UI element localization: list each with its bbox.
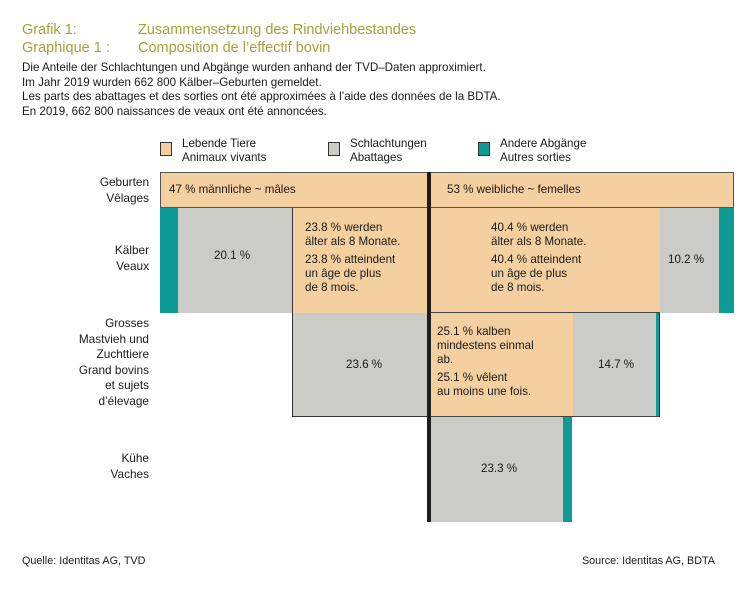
- grown-female-bottom-edge: [431, 416, 660, 417]
- row-label-line: Grosses: [105, 316, 149, 330]
- row-label-line: et sujets: [105, 378, 149, 392]
- row-label-line: d’élevage: [98, 393, 149, 408]
- calves-male-live-label: [305, 221, 400, 295]
- label-line: 40.4 % atteindent: [491, 253, 582, 266]
- legend-label-live: [182, 137, 266, 165]
- label-line: 25.1 % vêlent: [437, 371, 508, 384]
- calves-female-slaughter-label: 10.2 %: [668, 253, 705, 266]
- row-label-line: Grand bovins: [78, 362, 149, 377]
- legend-label-de: Lebende Tiere: [182, 137, 257, 150]
- description-line: Im Jahr 2019 wurden 662 800 Kälber–Geburten gemeldet.: [22, 75, 322, 89]
- label-line: au moins une fois.: [437, 385, 532, 398]
- chart-title-fr-text: Composition de l’effectif bovin: [138, 40, 331, 56]
- description: [22, 61, 501, 119]
- calves-female-other-bar: [719, 208, 734, 313]
- label-line: mindestens einmal: [437, 339, 534, 352]
- row-label-cows: [111, 451, 149, 482]
- label-line: un âge de plus: [305, 267, 382, 280]
- row-label-line: Mastvieh und: [78, 331, 149, 346]
- label-line: de 8 mois.: [305, 281, 359, 294]
- label-line: älter als 8 Monate.: [491, 235, 587, 248]
- cows-other-bar: [563, 416, 572, 522]
- row-label-line: Geburten: [99, 175, 149, 189]
- row-label-births: [100, 175, 149, 206]
- row-label-line: Kälber: [114, 243, 149, 257]
- label-line: 40.4 % werden: [491, 221, 569, 234]
- row-label-line: Veaux: [116, 258, 149, 273]
- male-live-left-edge: [292, 208, 293, 416]
- grown-male-slaughter-label: 23.6 %: [346, 358, 383, 371]
- source-left: Quelle: Identitas AG, TVD: [22, 555, 146, 567]
- row-label-grown: [79, 316, 149, 409]
- label-line: 23.8 % atteindent: [305, 253, 396, 266]
- row-label-line: Vêlages: [106, 190, 149, 205]
- description-line: En 2019, 662 800 naissances de veaux ont été annoncées.: [22, 104, 327, 118]
- legend-label-fr: Autres sorties: [500, 151, 571, 164]
- description-line: Die Anteile der Schlachtungen und Abgänge wurden anhand der TVD–Daten approximiert.: [22, 61, 486, 74]
- calves-male-slaughter-label: 20.1 %: [214, 249, 251, 262]
- grown-female-live-label: [437, 325, 534, 399]
- calves-male-other-bar: [160, 208, 178, 313]
- legend-label-other: [500, 137, 586, 165]
- legend-label-slaughter: [350, 137, 427, 165]
- chart-label-fr: Graphique 1 :: [22, 40, 110, 56]
- chart-title-de-text: Zusammensetzung des Rindviehbestandes: [138, 22, 417, 38]
- legend-swatch-other: [478, 142, 490, 156]
- label-line: ab.: [437, 353, 454, 366]
- label-line: 25.1 % kalben: [437, 325, 511, 338]
- label-line: 23.8 % werden: [305, 221, 383, 234]
- legend-label-fr: Abattages: [350, 151, 403, 164]
- grown-male-bottom-edge: [292, 416, 427, 417]
- calves-female-bottom-edge: [431, 312, 660, 313]
- row-label-calves: [115, 243, 149, 274]
- legend-swatch-live: [160, 142, 172, 156]
- label-line: de 8 mois.: [491, 281, 545, 294]
- label-line: un âge de plus: [491, 267, 568, 280]
- males-label: 47 % männliche ~ mâles: [169, 183, 296, 196]
- row-label-line: Zuchttiere: [96, 347, 149, 361]
- source-right: Source: Identitas AG, BDTA: [581, 555, 715, 567]
- row-label-line: Vaches: [110, 466, 149, 481]
- chart-label-de: Grafik 1:: [22, 22, 77, 38]
- legend-label-de: Schlachtungen: [350, 137, 427, 150]
- row-label-line: Kühe: [121, 451, 149, 465]
- calves-female-live-label: [491, 221, 586, 295]
- label-line: älter als 8 Monate.: [305, 235, 401, 248]
- grown-right-edge: [659, 313, 660, 416]
- legend-label-fr: Animaux vivants: [182, 151, 267, 164]
- grown-female-slaughter-label: 14.7 %: [598, 358, 635, 371]
- cows-slaughter-label: 23.3 %: [481, 462, 518, 475]
- description-line: Les parts des abattages et des sorties ont été approximées à l’aide des données de la BDTA.: [22, 90, 501, 104]
- legend-swatch-slaughter: [328, 142, 340, 156]
- females-label: 53 % weibliche ~ femelles: [447, 183, 581, 196]
- legend-label-de: Andere Abgänge: [500, 137, 587, 150]
